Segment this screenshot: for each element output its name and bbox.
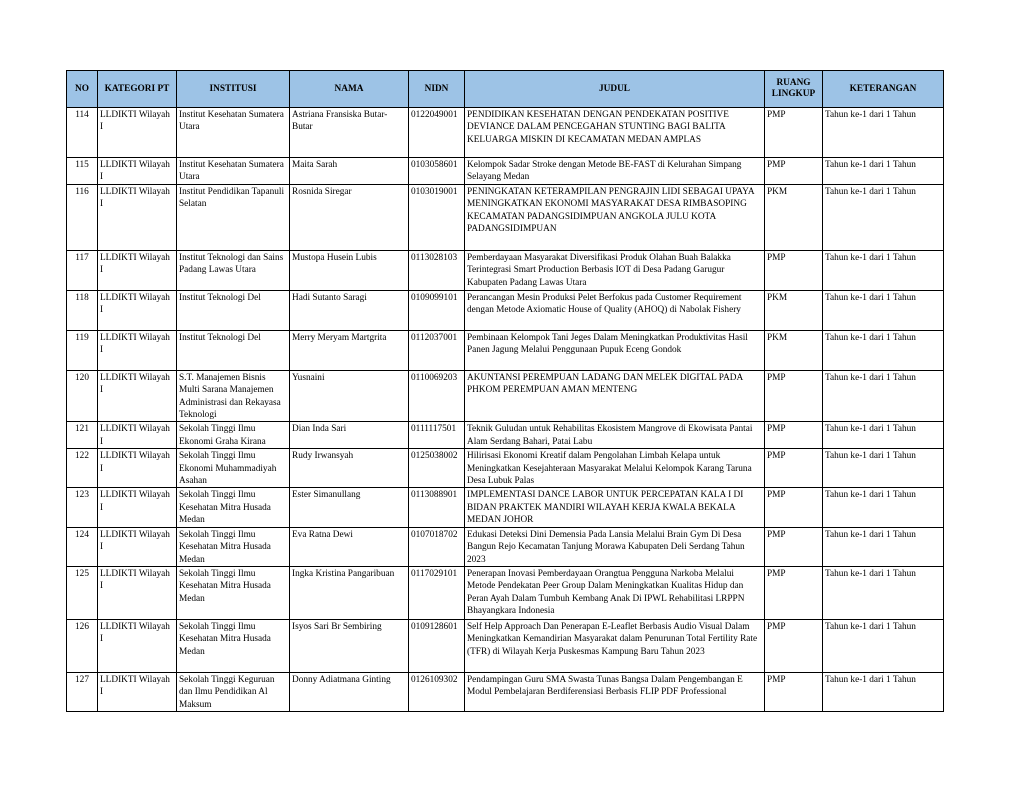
data-table (66, 70, 944, 712)
cell-kategori-pt: LLDIKTI Wilayah I (98, 422, 177, 449)
cell-institusi: Sekolah Tinggi Ilmu Kesehatan Mitra Husada Medan (177, 488, 290, 527)
header-keterangan: KETERANGAN (823, 71, 944, 108)
cell-nama: Ingka Kristina Pangaribuan (290, 566, 409, 619)
cell-nama: Eva Ratna Dewi (290, 527, 409, 566)
cell-ruang-lingkup: PKM (765, 290, 823, 330)
table-row (67, 527, 944, 566)
cell-kategori-pt: LLDIKTI Wilayah I (98, 250, 177, 290)
cell-keterangan: Tahun ke-1 dari 1 Tahun (823, 488, 944, 527)
cell-judul: Pembinaan Kelompok Tani Jeges Dalam Meningkatkan Produktivitas Hasil Panen Jagung Melalui Penggunaan Pupuk Eceng Gondok (465, 330, 765, 370)
header-no: NO (67, 71, 98, 108)
cell-no: 121 (67, 422, 98, 449)
table-row (67, 330, 944, 370)
cell-ruang-lingkup: PMP (765, 488, 823, 527)
cell-institusi: Institut Teknologi Del (177, 290, 290, 330)
cell-nidn: 0122049001 (409, 108, 465, 158)
cell-judul: Pemberdayaan Masyarakat Diversifikasi Produk Olahan Buah Balakka Terintegrasi Smart Production Berbasis IOT di Desa Padang Garugur Kabupaten Padang Lawas Utara (465, 250, 765, 290)
cell-ruang-lingkup: PMP (765, 566, 823, 619)
cell-keterangan: Tahun ke-1 dari 1 Tahun (823, 619, 944, 672)
cell-no: 123 (67, 488, 98, 527)
cell-institusi: Institut Teknologi dan Sains Padang Lawas Utara (177, 250, 290, 290)
cell-keterangan: Tahun ke-1 dari 1 Tahun (823, 422, 944, 449)
cell-judul: Kelompok Sadar Stroke dengan Metode BE-FAST di Kelurahan Simpang Selayang Medan (465, 158, 765, 185)
cell-nama: Isyos Sari Br Sembiring (290, 619, 409, 672)
cell-no: 124 (67, 527, 98, 566)
cell-keterangan: Tahun ke-1 dari 1 Tahun (823, 108, 944, 158)
cell-ruang-lingkup: PMP (765, 250, 823, 290)
header-ruang-lingkup: RUANG LINGKUP (765, 71, 823, 108)
cell-judul: Self Help Approach Dan Penerapan E-Leaflet Berbasis Audio Visual Dalam Meningkatkan Kemandirian Masyarakat dalam Penurunan Total Fertility Rate (TFR) di Wilayah Kerja Puskesmas Kampung Baru Tahun 2023 (465, 619, 765, 672)
cell-institusi: Institut Teknologi Del (177, 330, 290, 370)
cell-no: 119 (67, 330, 98, 370)
cell-nama: Rosnida Siregar (290, 184, 409, 250)
table-row (67, 108, 944, 158)
cell-institusi: Sekolah Tinggi Ilmu Kesehatan Mitra Husada Medan (177, 566, 290, 619)
cell-nama: Astriana Fransiska Butar-Butar (290, 108, 409, 158)
cell-institusi: Sekolah Tinggi Keguruan dan Ilmu Pendidikan Al Maksum (177, 672, 290, 711)
cell-institusi: Sekolah Tinggi Ilmu Kesehatan Mitra Husada Medan (177, 527, 290, 566)
table-row (67, 619, 944, 672)
cell-ruang-lingkup: PKM (765, 330, 823, 370)
cell-nidn: 0113028103 (409, 250, 465, 290)
cell-kategori-pt: LLDIKTI Wilayah I (98, 370, 177, 422)
table-row (67, 488, 944, 527)
cell-institusi: S.T. Manajemen Bisnis Multi Sarana Manajemen Administrasi dan Rekayasa Teknologi (177, 370, 290, 422)
table-row (67, 370, 944, 422)
cell-kategori-pt: LLDIKTI Wilayah I (98, 488, 177, 527)
cell-no: 115 (67, 158, 98, 185)
cell-nama: Ester Simanullang (290, 488, 409, 527)
cell-ruang-lingkup: PMP (765, 449, 823, 488)
cell-ruang-lingkup: PMP (765, 527, 823, 566)
header-judul: JUDUL (465, 71, 765, 108)
cell-judul: PENINGKATAN KETERAMPILAN PENGRAJIN LIDI SEBAGAI UPAYA MENINGKATKAN EKONOMI MASYARAKAT DESA RIMBASOPING KECAMATAN PADANGSIDIMPUAN ANGKOLA JULU KOTA PADANGSIDIMPUAN (465, 184, 765, 250)
cell-ruang-lingkup: PMP (765, 108, 823, 158)
cell-keterangan: Tahun ke-1 dari 1 Tahun (823, 449, 944, 488)
cell-kategori-pt: LLDIKTI Wilayah I (98, 527, 177, 566)
cell-nidn: 0109128601 (409, 619, 465, 672)
cell-ruang-lingkup: PKM (765, 184, 823, 250)
cell-kategori-pt: LLDIKTI Wilayah I (98, 672, 177, 711)
table-row (67, 158, 944, 185)
cell-nama: Maita Sarah (290, 158, 409, 185)
cell-judul: Edukasi Deteksi Dini Demensia Pada Lansia Melalui Brain Gym Di Desa Bangun Rejo Kecamatan Tanjung Morawa Kabupaten Deli Serdang Tahun 2023 (465, 527, 765, 566)
cell-no: 114 (67, 108, 98, 158)
cell-judul: Hilirisasi Ekonomi Kreatif dalam Pengolahan Limbah Kelapa untuk Meningkatkan Kesejahteraan Masyarakat Melalui Kelompok Karang Taruna Desa Lubuk Palas (465, 449, 765, 488)
cell-nidn: 0126109302 (409, 672, 465, 711)
cell-keterangan: Tahun ke-1 dari 1 Tahun (823, 672, 944, 711)
cell-nidn: 0107018702 (409, 527, 465, 566)
cell-nidn: 0103019001 (409, 184, 465, 250)
cell-keterangan: Tahun ke-1 dari 1 Tahun (823, 370, 944, 422)
cell-institusi: Sekolah Tinggi Ilmu Kesehatan Mitra Husada Medan (177, 619, 290, 672)
cell-no: 127 (67, 672, 98, 711)
cell-nama: Hadi Sutanto Saragi (290, 290, 409, 330)
cell-ruang-lingkup: PMP (765, 619, 823, 672)
cell-nidn: 0111117501 (409, 422, 465, 449)
cell-ruang-lingkup: PMP (765, 422, 823, 449)
cell-judul: Pendampingan Guru SMA Swasta Tunas Bangsa Dalam Pengembangan E Modul Pembelajaran Berdiferensiasi Berbasis FLIP PDF Professional (465, 672, 765, 711)
cell-kategori-pt: LLDIKTI Wilayah I (98, 619, 177, 672)
cell-nidn: 0109099101 (409, 290, 465, 330)
header-institusi: INSTITUSI (177, 71, 290, 108)
table-row (67, 184, 944, 250)
table-row (67, 672, 944, 711)
cell-ruang-lingkup: PMP (765, 370, 823, 422)
cell-judul: Teknik Guludan untuk Rehabilitas Ekosistem Mangrove di Ekowisata Pantai Alam Serdang Bahari, Patai Labu (465, 422, 765, 449)
cell-nidn: 0103058601 (409, 158, 465, 185)
cell-kategori-pt: LLDIKTI Wilayah I (98, 108, 177, 158)
table-row (67, 422, 944, 449)
cell-judul: PENDIDIKAN KESEHATAN DENGAN PENDEKATAN POSITIVE DEVIANCE DALAM PENCEGAHAN STUNTING BAGI BALITA KELUARGA MISKIN DI KECAMATAN MEDAN AMPLAS (465, 108, 765, 158)
header-nidn: NIDN (409, 71, 465, 108)
cell-keterangan: Tahun ke-1 dari 1 Tahun (823, 184, 944, 250)
cell-nidn: 0112037001 (409, 330, 465, 370)
cell-nama: Dian Inda Sari (290, 422, 409, 449)
table-row (67, 290, 944, 330)
cell-nidn: 0125038002 (409, 449, 465, 488)
cell-no: 117 (67, 250, 98, 290)
cell-nidn: 0117029101 (409, 566, 465, 619)
cell-institusi: Sekolah Tinggi Ilmu Ekonomi Graha Kirana (177, 422, 290, 449)
cell-ruang-lingkup: PMP (765, 672, 823, 711)
table-body (67, 108, 944, 712)
cell-nama: Mustopa Husein Lubis (290, 250, 409, 290)
cell-keterangan: Tahun ke-1 dari 1 Tahun (823, 290, 944, 330)
cell-judul: Perancangan Mesin Produksi Pelet Berfokus pada Customer Requirement dengan Metode Axiomatic House of Quality (AHOQ) di Nabolak Fishery (465, 290, 765, 330)
cell-keterangan: Tahun ke-1 dari 1 Tahun (823, 250, 944, 290)
cell-kategori-pt: LLDIKTI Wilayah I (98, 290, 177, 330)
cell-kategori-pt: LLDIKTI Wilayah I (98, 158, 177, 185)
cell-judul: Penerapan Inovasi Pemberdayaan Orangtua Pengguna Narkoba Melalui Metode Pendekatan Peer Group Dalam Meningkatkan Kualitas Hidup dan Peran Ayah Dalam Tumbuh Kembang Anak Di IPWL Rehabilitasi LRPPN Bhayangkara Indonesia (465, 566, 765, 619)
cell-kategori-pt: LLDIKTI Wilayah I (98, 330, 177, 370)
cell-no: 125 (67, 566, 98, 619)
header-nama: NAMA (290, 71, 409, 108)
cell-institusi: Institut Kesehatan Sumatera Utara (177, 158, 290, 185)
cell-kategori-pt: LLDIKTI Wilayah I (98, 449, 177, 488)
table-row (67, 250, 944, 290)
cell-nama: Yusnaini (290, 370, 409, 422)
document-page (66, 70, 943, 712)
cell-ruang-lingkup: PMP (765, 158, 823, 185)
cell-nama: Rudy Irwansyah (290, 449, 409, 488)
cell-keterangan: Tahun ke-1 dari 1 Tahun (823, 527, 944, 566)
cell-keterangan: Tahun ke-1 dari 1 Tahun (823, 566, 944, 619)
cell-nama: Donny Adiatmana Ginting (290, 672, 409, 711)
table-header-row (67, 71, 944, 108)
cell-institusi: Institut Kesehatan Sumatera Utara (177, 108, 290, 158)
cell-nidn: 0110069203 (409, 370, 465, 422)
cell-judul: IMPLEMENTASI DANCE LABOR UNTUK PERCEPATAN KALA I DI BIDAN PRAKTEK MANDIRI WILAYAH KERJA KWALA BEKALA MEDAN JOHOR (465, 488, 765, 527)
cell-judul: AKUNTANSI PEREMPUAN LADANG DAN MELEK DIGITAL PADA PHKOM PEREMPUAN AMAN MENTENG (465, 370, 765, 422)
cell-institusi: Sekolah Tinggi Ilmu Ekonomi Muhammadiyah Asahan (177, 449, 290, 488)
cell-no: 122 (67, 449, 98, 488)
cell-keterangan: Tahun ke-1 dari 1 Tahun (823, 158, 944, 185)
cell-no: 118 (67, 290, 98, 330)
cell-nidn: 0113088901 (409, 488, 465, 527)
cell-no: 116 (67, 184, 98, 250)
cell-nama: Merry Meryam Martgrita (290, 330, 409, 370)
cell-keterangan: Tahun ke-1 dari 1 Tahun (823, 330, 944, 370)
cell-institusi: Institut Pendidikan Tapanuli Selatan (177, 184, 290, 250)
header-kategori-pt: KATEGORI PT (98, 71, 177, 108)
cell-kategori-pt: LLDIKTI Wilayah I (98, 184, 177, 250)
table-row (67, 449, 944, 488)
cell-no: 120 (67, 370, 98, 422)
table-row (67, 566, 944, 619)
cell-kategori-pt: LLDIKTI Wilayah I (98, 566, 177, 619)
cell-no: 126 (67, 619, 98, 672)
